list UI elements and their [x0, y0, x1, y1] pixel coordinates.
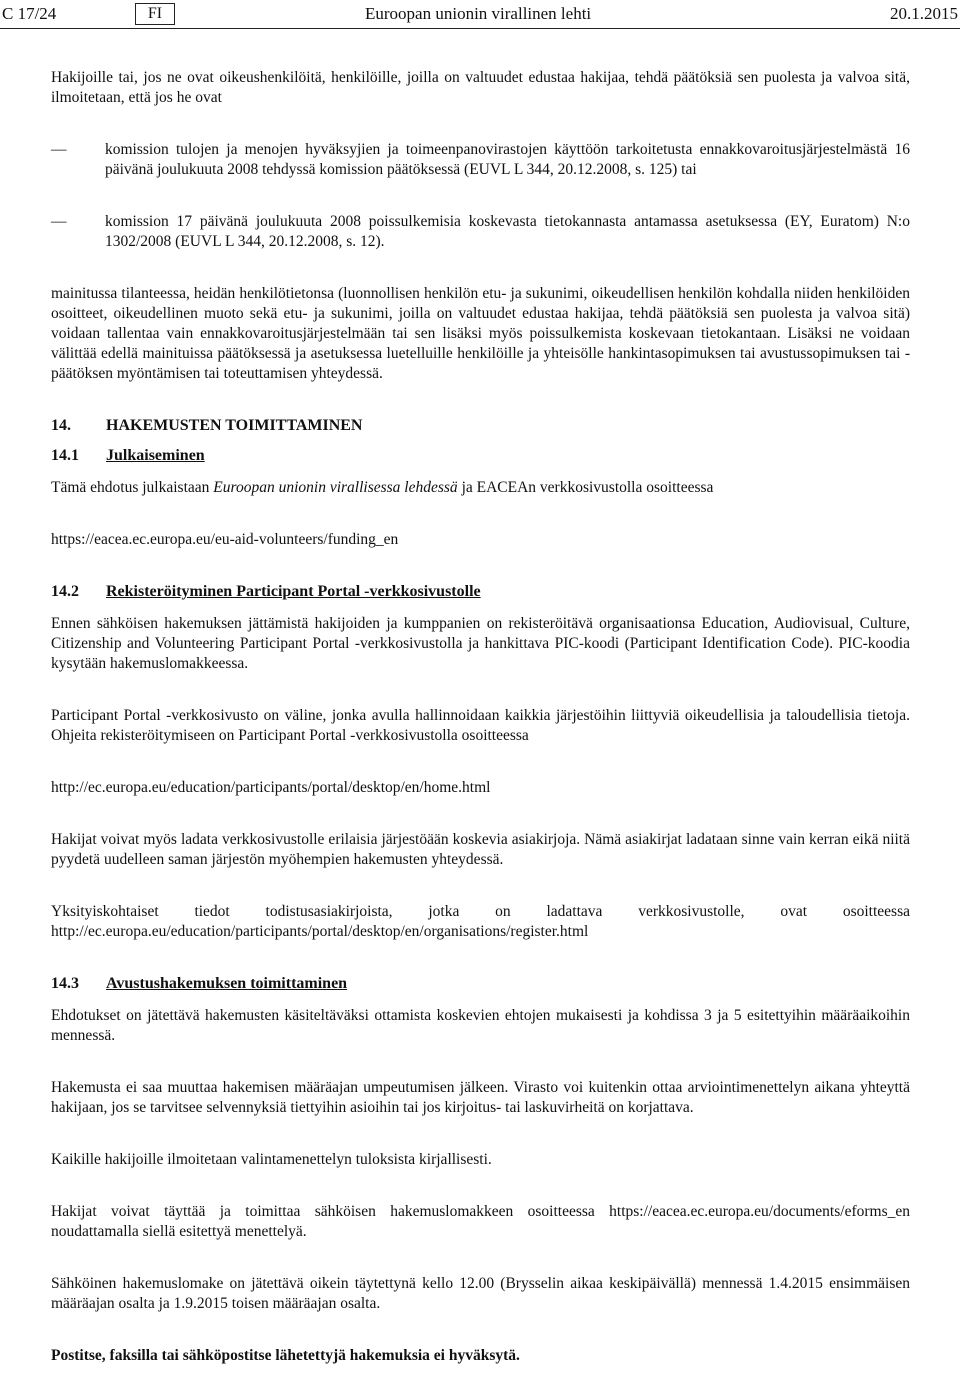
dash-item-1 [51, 140, 910, 180]
dash-item-text: komission tulojen ja menojen hyväksyjien ja toimeenpanovirastojen käyttöön tarkoitetusta ennakkovaroitusjärjestelmästä 16 päivänä joulukuuta 2008 tehdyssä komission päätöksessä (EUVL L 344, 20.12.2008, s. 125) tai [105, 141, 910, 178]
deadline-dates-paragraph: Sähköinen hakemuslomake on jätettävä oikein täytettynä kello 12.00 (Brysselin aikaa keskipäivällä) mennessä 1.4.2015 ensimmäisen määräajan osalta ja 1.9.2015 toisen määräajan osalta. [51, 1275, 910, 1312]
section-title: HAKEMUSTEN TOIMITTAMINEN [106, 417, 363, 434]
document-body [51, 68, 910, 1366]
section-number: 14.2 [51, 583, 79, 600]
section-number: 14.3 [51, 975, 79, 992]
not-accepted-notice: Postitse, faksilla tai sähköpostitse lähetettyjä hakemuksia ei hyväksytä. [51, 1347, 520, 1364]
notification-paragraph: Kaikille hakijoille ilmoitetaan valintamenettelyn tuloksista kirjallisesti. [51, 1151, 492, 1168]
publication-paragraph [51, 478, 910, 498]
section-number: 14. [51, 417, 71, 434]
text-run: Tämä ehdotus julkaistaan [51, 479, 214, 496]
supporting-documents-paragraph: Yksityiskohtaiset tiedot todistusasiakirjoista, jotka on ladattava verkkosivustolle, ovat osoitteessa http://ec.europa.eu/education/participants/portal/desktop/en/organisations/register.html [51, 903, 910, 940]
documents-upload-paragraph: Hakijat voivat myös ladata verkkosivustolle erilaisia järjestöään koskevia asiakirjoja. Nämä asiakirjat ladataan sinne vain kerran eikä niitä pyydetä uudelleen saman järjestön myöhempien hakemusten yhteydessä. [51, 831, 910, 868]
journal-name-italic: Euroopan unionin virallisessa lehdessä [213, 479, 458, 496]
header-divider [0, 28, 960, 29]
portal-paragraph: Participant Portal -verkkosivusto on väline, jonka avulla hallinnoidaan kaikkia järjestöihin liittyviä oikeudellisia ja taloudellisia tietoja. Ohjeita rekisteröitymiseen on Participant Portal -verkkosivustolla osoitteessa [51, 707, 910, 744]
eform-paragraph: Hakijat voivat täyttää ja toimittaa sähköisen hakemuslomakkeen osoitteessa https://eacea.ec.europa.eu/documents/eforms_en noudattamalla siellä esitettyä menettelyä. [51, 1203, 910, 1240]
section-14-heading [51, 416, 910, 436]
data-storage-paragraph: mainitussa tilanteessa, heidän henkilötietonsa (luonnollisen henkilön etu- ja sukunimi, oikeudellisen henkilön kohdalla niiden henkilöiden osoitteet, oikeudellinen muoto sekä etu- ja sukunimi, joilla on valtuudet edustaa hakijaa, tehdä päätöksiä sen puolesta ja valvoa sitä) voidaan tallentaa vain ennakkovaroitusjärjestelmään tai sen lisäksi myös poissulkemista koskevaan tietokantaan. Lisäksi ne voidaan välittää edellä mainituissa päätöksessä ja asetuksessa luetelluille henkilöille ja yhteisölle hankintasopimuksen tai avustussopimuksen tai -päätöksen myöntämisen tai toteuttamisen yhteydessä. [51, 285, 910, 382]
language-code-box: FI [135, 3, 175, 25]
text-run: ja EACEAn verkkosivustolla osoitteessa [457, 479, 714, 496]
submission-deadline-paragraph: Ehdotukset on jätettävä hakemusten käsiteltäväksi ottamista koskevien ehtojen mukaisesti ja kohdissa 3 ja 5 esitettyihin määräaikoihin mennessä. [51, 1007, 910, 1044]
section-title: Julkaiseminen [106, 447, 205, 464]
em-dash-bullet: — [51, 141, 67, 158]
registration-paragraph: Ennen sähköisen hakemuksen jättämistä hakijoiden ja kumppanien on rekisteröitävä organisaationsa Education, Audiovisual, Culture, Citizenship and Volunteering Participant Portal -verkkosivustolla ja hankittava PIC-koodi (Participant Identification Code). PIC-koodia kysytään hakemuslomakkeessa. [51, 615, 910, 672]
em-dash-bullet: — [51, 213, 67, 230]
dash-item-text: komission 17 päivänä joulukuuta 2008 poissulkemisia koskevasta tietokannasta antamassa asetuksessa (EY, Euratom) N:o 1302/2008 (EUVL L 344, 20.12.2008, s. 12). [105, 213, 910, 250]
journal-reference: C 17/24 [2, 4, 57, 23]
section-14-2-heading [51, 582, 910, 602]
publication-date: 20.1.2015 [890, 4, 958, 23]
eacea-funding-url[interactable]: https://eacea.ec.europa.eu/eu-aid-volunteers/funding_en [51, 531, 399, 548]
section-title: Rekisteröityminen Participant Portal -verkkosivustolle [106, 583, 481, 600]
section-title: Avustushakemuksen toimittaminen [106, 975, 348, 992]
no-changes-paragraph: Hakemusta ei saa muuttaa hakemisen määräajan umpeutumisen jälkeen. Virasto voi kuitenkin ottaa arviointimenettelyn aikana yhteyttä hakijaan, jos se tarvitsee selvennyksiä tiettyihin asioihin tai jos kirjoitus- tai laskuvirheitä on korjattava. [51, 1079, 910, 1116]
section-14-1-heading [51, 446, 910, 466]
section-number: 14.1 [51, 447, 79, 464]
section-14-3-heading [51, 974, 910, 994]
dash-item-2 [51, 212, 910, 252]
intro-paragraph: Hakijoille tai, jos ne ovat oikeushenkilöitä, henkilöille, joilla on valtuudet edustaa hakijaa, tehdä päätöksiä sen puolesta ja valvoa sitä, ilmoitetaan, että jos he ovat [51, 69, 910, 106]
journal-title: Euroopan unionin virallinen lehti [365, 4, 592, 23]
portal-home-url[interactable]: http://ec.europa.eu/education/participants/portal/desktop/en/home.html [51, 779, 491, 796]
